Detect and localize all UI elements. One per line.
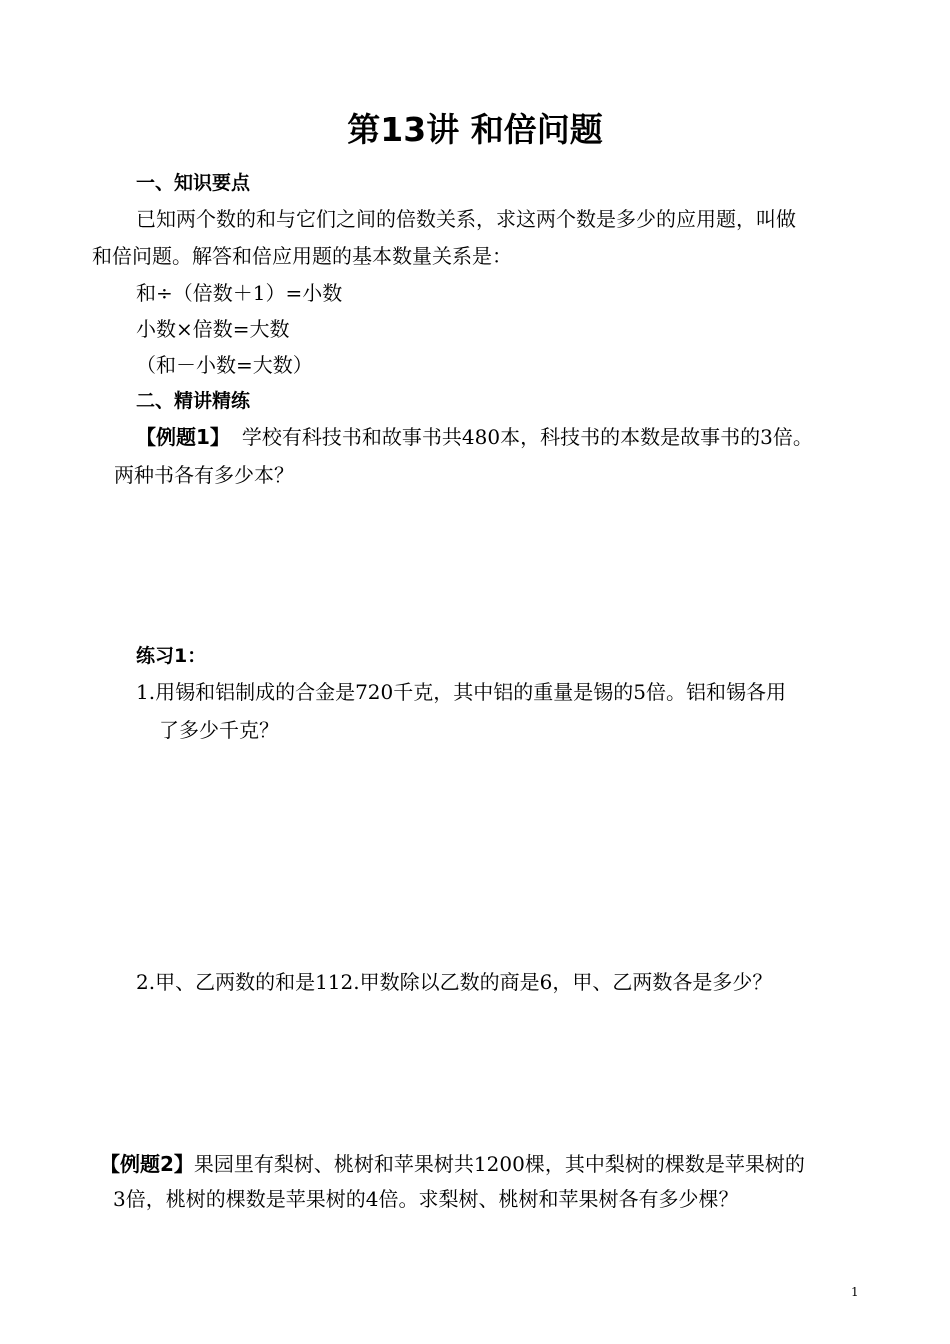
practice-1-heading: 练习1： bbox=[136, 645, 207, 667]
example-2-line-2: 3倍，桃树的棵数是苹果树的4倍。求梨树、桃树和苹果树各有多少棵？ bbox=[113, 1187, 739, 1211]
formula-alternative: （和－小数=大数） bbox=[136, 353, 313, 377]
formula-large-number: 小数×倍数=大数 bbox=[136, 317, 290, 341]
intro-paragraph-line-2: 和倍问题。解答和倍应用题的基本数量关系是： bbox=[92, 244, 512, 268]
section-heading-knowledge: 一、知识要点 bbox=[136, 172, 251, 194]
formula-small-number: 和÷（倍数＋1）=小数 bbox=[136, 281, 343, 305]
page-number: 1 bbox=[851, 1285, 859, 1299]
example-2-question: 果园里有梨树、桃树和苹果树共1200棵，其中梨树的棵数是苹果树的 bbox=[193, 1152, 805, 1176]
example-2-line-1 bbox=[100, 1148, 805, 1177]
example-1-label: 【例题1】 bbox=[136, 425, 230, 449]
practice-1-question-1-line-2: 了多少千克？ bbox=[159, 718, 279, 742]
practice-1-question-1-line-1: 1.用锡和铝制成的合金是720千克，其中铝的重量是锡的5倍。铝和锡各用 bbox=[136, 680, 786, 704]
example-1-line-2: 两种书各有多少本？ bbox=[114, 463, 294, 487]
example-1-question: 学校有科技书和故事书共480本，科技书的本数是故事书的3倍。 bbox=[241, 425, 813, 449]
example-2-label: 【例题2】 bbox=[100, 1152, 194, 1176]
example-1-line-1 bbox=[136, 421, 813, 450]
intro-paragraph-line-1: 已知两个数的和与它们之间的倍数关系，求这两个数是多少的应用题，叫做 bbox=[136, 207, 796, 231]
section-heading-practice: 二、精讲精练 bbox=[136, 390, 251, 412]
page-title: 第13讲 和倍问题 bbox=[347, 110, 603, 149]
practice-1-question-2: 2.甲、乙两数的和是112.甲数除以乙数的商是6，甲、乙两数各是多少？ bbox=[136, 970, 773, 994]
